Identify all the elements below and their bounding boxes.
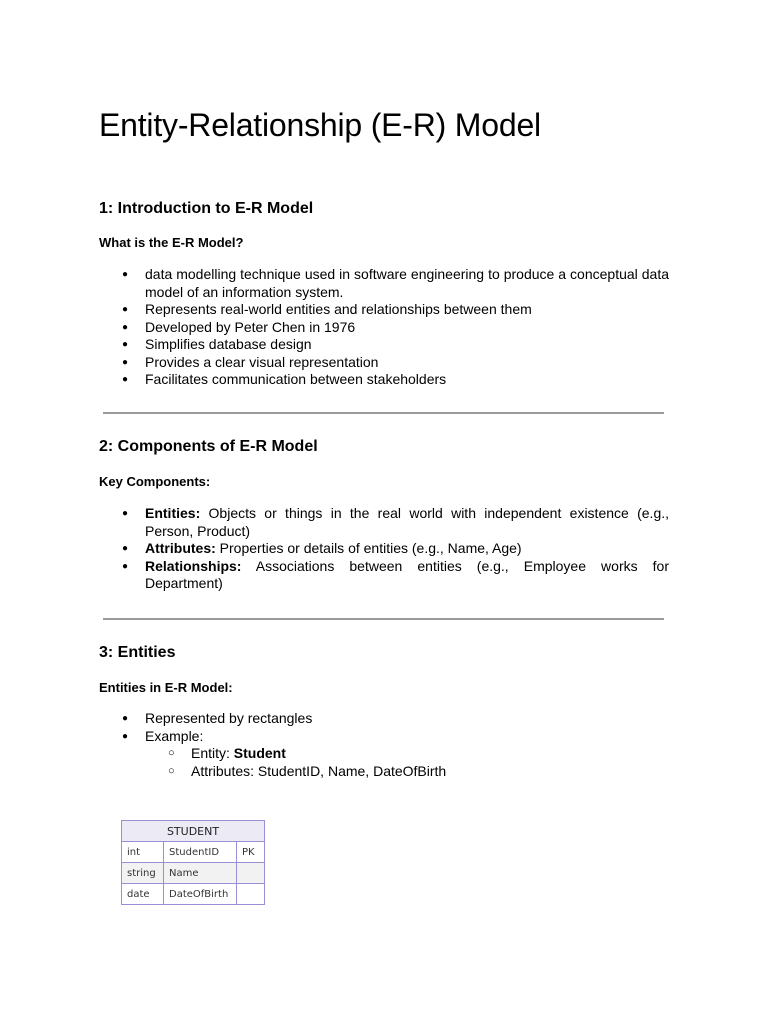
attribute-name: StudentID bbox=[164, 842, 237, 863]
table-row bbox=[122, 884, 265, 905]
section-1-bullet-list bbox=[99, 266, 669, 389]
section-3-heading: 3: Entities bbox=[99, 644, 176, 661]
attribute-type: date bbox=[122, 884, 164, 905]
list-item: ● Provides a clear visual representation bbox=[99, 354, 669, 372]
section-1-subheading: What is the E-R Model? bbox=[99, 235, 244, 250]
term-description: Associations between entities (e.g., Employee works for Department) bbox=[145, 557, 669, 591]
term-label: Relationships: bbox=[145, 557, 242, 574]
section-2-heading: 2: Components of E-R Model bbox=[99, 438, 318, 455]
er-diagram-figure bbox=[99, 796, 275, 920]
list-item bbox=[99, 558, 669, 593]
list-item: ● data modelling technique used in software engineering to produce a conceptual data model of an information system. bbox=[99, 266, 669, 301]
list-item: ● Represents real-world entities and relationships between them bbox=[99, 301, 669, 319]
list-item bbox=[99, 505, 669, 540]
section-2-bullet-list bbox=[99, 505, 669, 593]
list-item bbox=[99, 728, 669, 781]
attribute-name: Name bbox=[164, 863, 237, 884]
section-divider bbox=[103, 618, 664, 620]
term-description: Objects or things in the real world with independent existence (e.g., Person, Product) bbox=[145, 505, 670, 539]
attribute-key bbox=[237, 863, 265, 884]
section-3-bullet-list bbox=[99, 710, 669, 780]
term-description: Properties or details of entities (e.g., Name, Age) bbox=[219, 540, 522, 556]
table-row bbox=[122, 842, 265, 863]
term-label: Entities: bbox=[145, 505, 201, 521]
sub-list bbox=[145, 745, 669, 780]
attribute-key bbox=[237, 884, 265, 905]
list-item: ● Represented by rectangles bbox=[99, 710, 669, 728]
attribute-key: PK bbox=[237, 842, 265, 863]
entity-table bbox=[121, 820, 265, 905]
sub-list-item bbox=[145, 745, 669, 763]
section-3-subheading: Entities in E-R Model: bbox=[99, 680, 233, 695]
list-item: ● Facilitates communication between stakeholders bbox=[99, 371, 669, 389]
sub-list-item: ○ Attributes: StudentID, Name, DateOfBirth bbox=[145, 763, 669, 781]
section-divider bbox=[103, 412, 664, 414]
list-item bbox=[99, 540, 669, 558]
section-1-heading: 1: Introduction to E-R Model bbox=[99, 200, 314, 217]
attribute-name: DateOfBirth bbox=[164, 884, 237, 905]
document-title: Entity-Relationship (E-R) Model bbox=[99, 107, 541, 143]
table-row bbox=[122, 863, 265, 884]
attribute-type: int bbox=[122, 842, 164, 863]
section-2-subheading: Key Components: bbox=[99, 474, 211, 489]
term-label: Attributes: bbox=[145, 540, 216, 556]
list-item-label: Example: bbox=[145, 727, 204, 744]
attribute-type: string bbox=[122, 863, 164, 884]
list-item: ● Simplifies database design bbox=[99, 336, 669, 354]
entity-table-title: STUDENT bbox=[122, 821, 265, 842]
list-item: ● Developed by Peter Chen in 1976 bbox=[99, 319, 669, 337]
entity-name: Student bbox=[233, 745, 286, 761]
entity-label: Entity: bbox=[191, 745, 234, 761]
